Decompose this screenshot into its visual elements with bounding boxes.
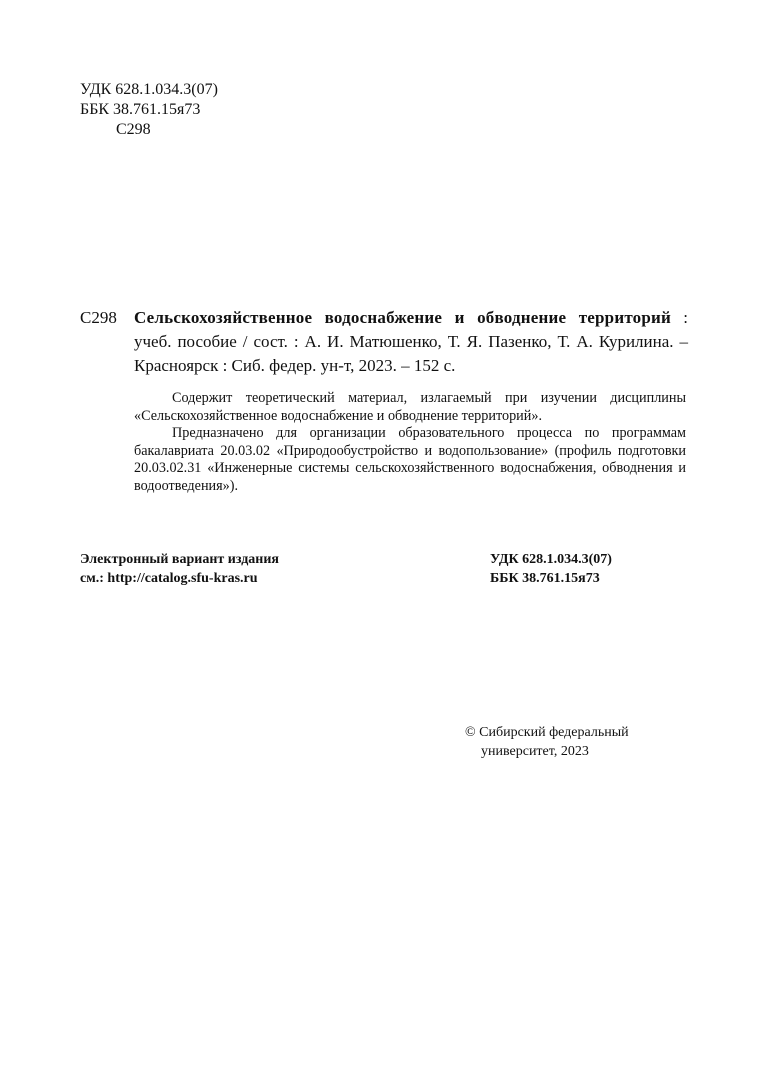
copyright-notice	[465, 723, 629, 761]
copyright-line-1: © Сибирский федеральный	[465, 725, 629, 740]
book-title: Сельскохозяйственное водоснабжение и обводнение территорий	[134, 308, 671, 327]
header-udk: УДК 628.1.034.3(07)	[80, 81, 218, 98]
footer-classification	[490, 550, 612, 588]
bibliographic-record	[134, 306, 688, 378]
header-bbk: ББК 38.761.15я73	[80, 101, 201, 118]
annotation-paragraph-2: Предназначено для организации образовательного процесса по программам бакалавриата 20.03.02 «Природообустройство и водопользование» (профиль подготовки 20.03.02.31 «Инженерные системы сельскохозяйственного водоснабжения, обводнения и водоотведения»).	[134, 425, 686, 494]
header-author-sign: С298	[116, 121, 151, 138]
footer-bbk: ББК 38.761.15я73	[490, 571, 600, 586]
annotation	[134, 390, 686, 495]
annotation-paragraph-1: Содержит теоретический материал, излагаемый при изучении дисциплины «Сельскохозяйственное водоснабжение и обводнение территорий».	[134, 390, 686, 424]
electronic-version-line: Электронный вариант издания	[80, 552, 279, 567]
electronic-version-note	[80, 550, 279, 588]
record-cipher: С298	[80, 308, 117, 327]
catalog-url-line: см.: http://catalog.sfu-kras.ru	[80, 571, 258, 586]
book-details: учеб. пособие / сост. : А. И. Матюшенко, Т. Я. Пазенко, Т. А. Курилина. – Красноярск : Сиб. федер. ун-т, 2023. – 152 с.	[134, 332, 688, 375]
title-separator: :	[671, 308, 689, 327]
copyright-line-2: университет, 2023	[481, 744, 589, 759]
footer-udk: УДК 628.1.034.3(07)	[490, 552, 612, 567]
header-classification	[80, 80, 218, 140]
